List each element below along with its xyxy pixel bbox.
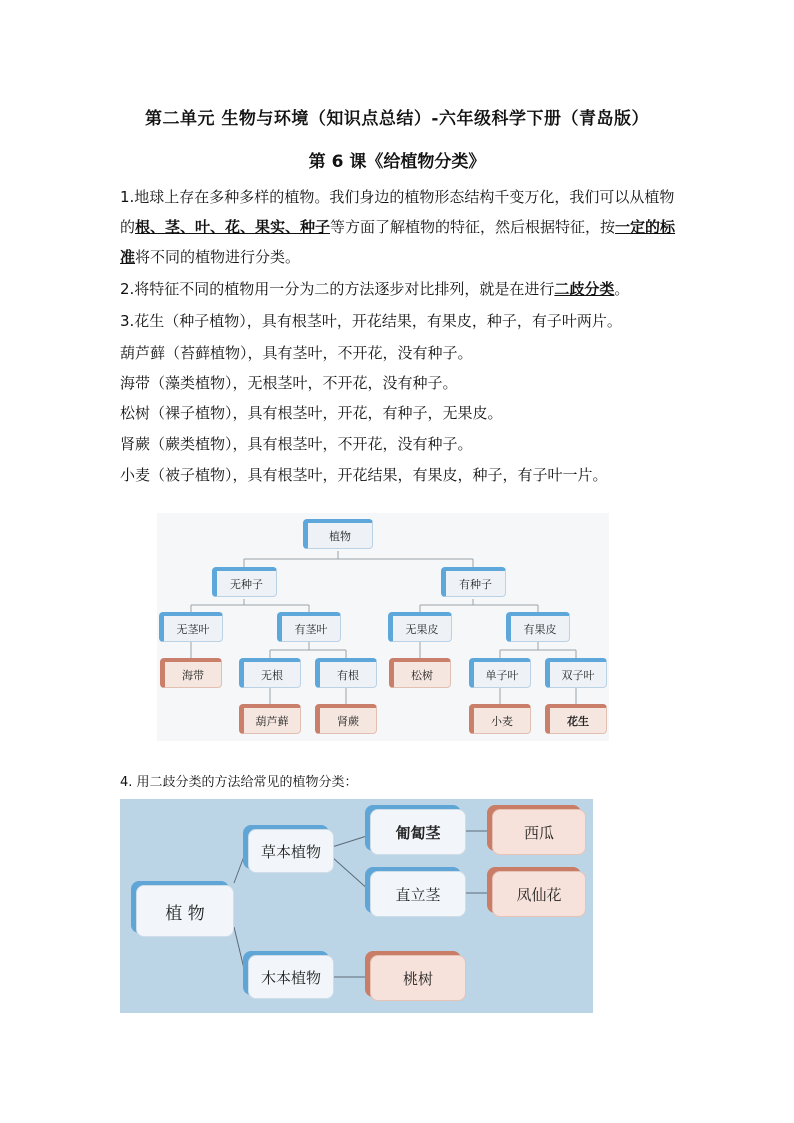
leaf2-fengxianhua: 凤仙花: [492, 871, 586, 917]
node2-upright-stem: 直立茎: [370, 871, 466, 917]
node2-creeping-stem: 匍匐茎: [370, 809, 466, 855]
classification-diagram-1: [157, 513, 609, 741]
node-has-peel: 有果皮: [506, 612, 570, 642]
point-3-line-2: 葫芦藓（苔藓植物），具有茎叶，不开花，没有种子。: [120, 344, 473, 362]
node-no-root: 无根: [239, 658, 301, 688]
lesson-title: 第 6 课《给植物分类》: [308, 152, 486, 172]
leaf-huluxian: 葫芦藓: [239, 704, 301, 734]
point-3-line-1: 3.花生（种子植物），具有根茎叶，开花结果，有果皮，种子，有子叶两片。: [120, 312, 622, 330]
document-title: 第二单元 生物与环境（知识点总结）-六年级科学下册（青岛版）: [145, 109, 649, 129]
point-1: 1.地球上存在多种多样的植物。我们身边的植物形态结构千变万化，我们可以从植物的根、茎、叶、花、果实、种子等方面了解植物的特征，然后根据特征，按一定的标准将不同的植物进行分类。: [120, 188, 676, 266]
node-monocot: 单子叶: [469, 658, 531, 688]
plant-parts-highlight: 根、茎、叶、花、果实、种子: [135, 218, 331, 236]
point-4: 4. 用二歧分类的方法给常见的植物分类：: [120, 775, 358, 790]
standard-highlight: 一定的标准: [120, 218, 676, 266]
classification-diagram-2: [120, 799, 593, 1013]
point-2: 2.将特征不同的植物用一分为二的方法逐步对比排列，就是在进行二歧分类。: [120, 280, 630, 298]
leaf-haidai: 海带: [160, 658, 222, 688]
node2-plant: 植 物: [136, 885, 234, 937]
dichotomous-highlight: 二歧分类: [554, 280, 615, 298]
point-3-line-5: 肾蕨（蕨类植物），具有根茎叶，不开花，没有种子。: [120, 435, 473, 453]
node2-woody: 木本植物: [248, 955, 334, 999]
node-no-seed: 无种子: [212, 567, 277, 597]
node-has-seed: 有种子: [441, 567, 506, 597]
point-3-line-4: 松树（裸子植物），具有根茎叶，开花，有种子，无果皮。: [120, 404, 503, 422]
node-has-root: 有根: [315, 658, 377, 688]
node2-herb: 草本植物: [248, 829, 334, 873]
leaf-shenjue: 肾蕨: [315, 704, 377, 734]
node-plant: 植物: [303, 519, 373, 549]
leaf-xiaomai: 小麦: [469, 704, 531, 734]
leaf-huasheng: 花生: [545, 704, 607, 734]
leaf2-xigua: 西瓜: [492, 809, 586, 855]
point-3-line-6: 小麦（被子植物），具有根茎叶，开花结果，有果皮，种子，有子叶一片。: [120, 466, 608, 484]
node-has-stem-leaf: 有茎叶: [277, 612, 341, 642]
leaf2-taoshu: 桃树: [370, 955, 466, 1001]
point-3-line-3: 海带（藻类植物），无根茎叶，不开花，没有种子。: [120, 374, 458, 392]
node-no-peel: 无果皮: [388, 612, 452, 642]
node-dicot: 双子叶: [545, 658, 607, 688]
node-no-stem-leaf: 无茎叶: [159, 612, 223, 642]
leaf-songshu: 松树: [389, 658, 451, 688]
